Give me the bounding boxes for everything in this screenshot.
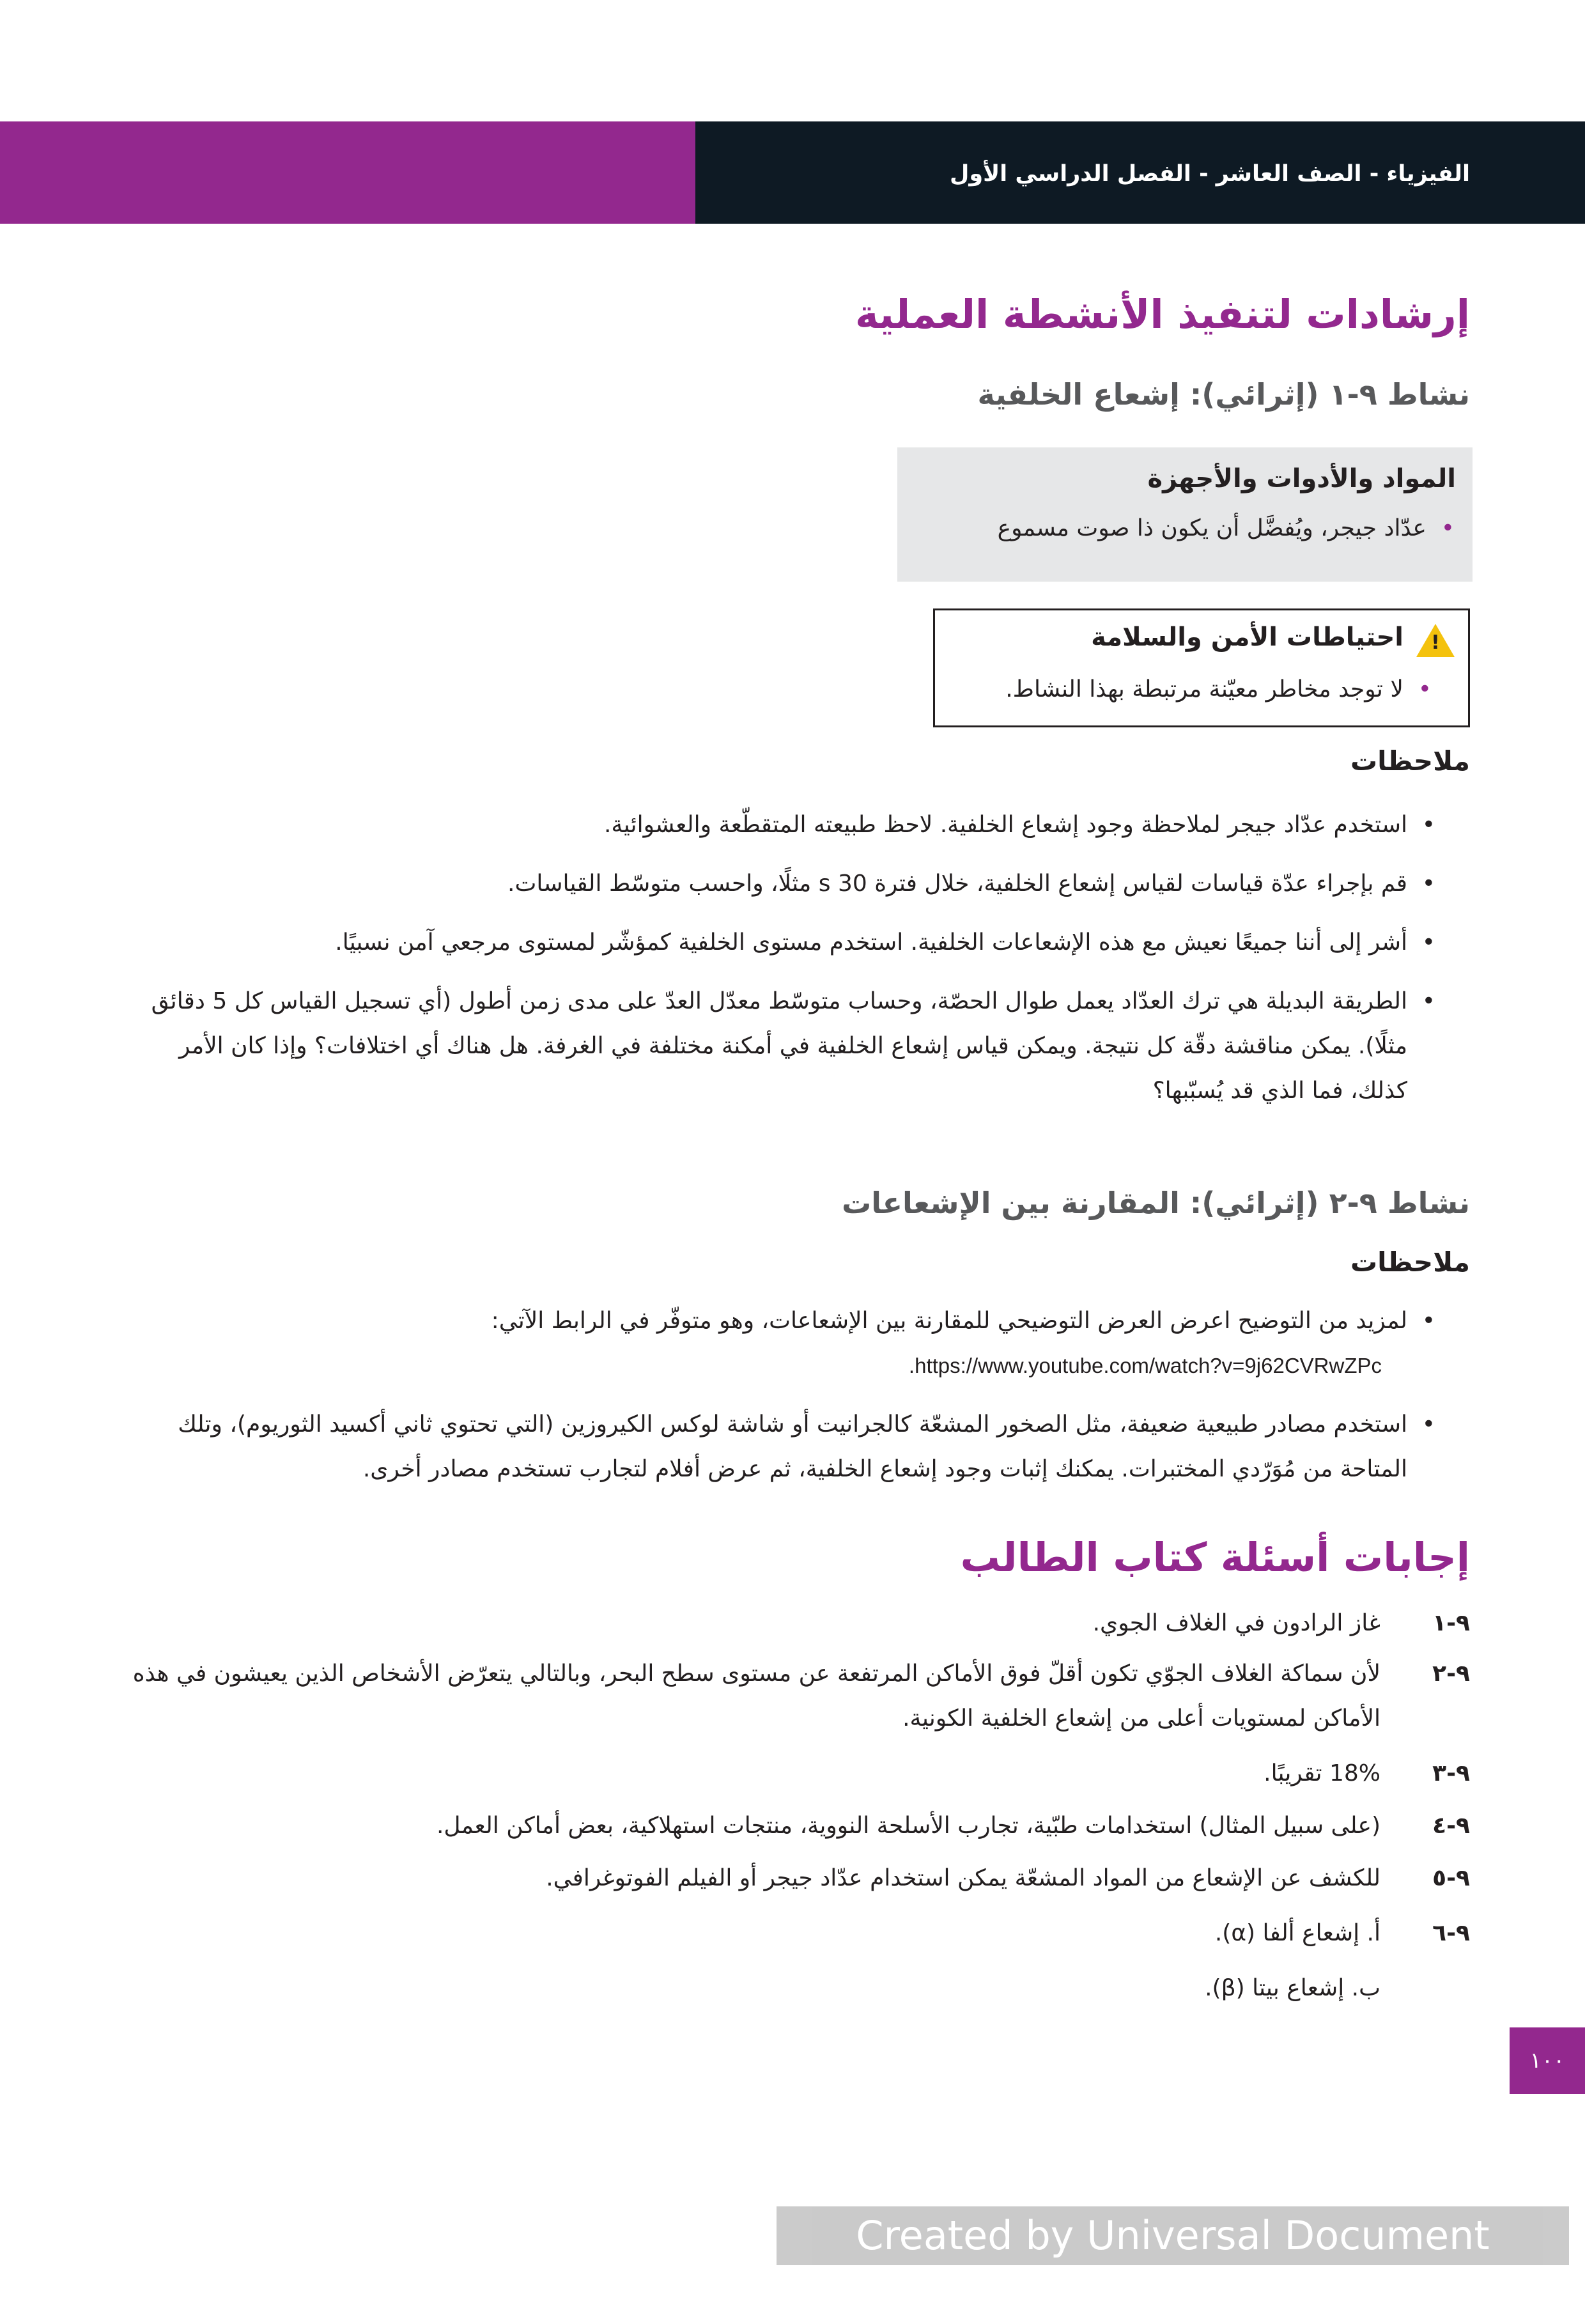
- warning-mark-icon: !: [1431, 631, 1440, 654]
- safety-item: [1005, 676, 1432, 702]
- bullet-icon: •: [1441, 515, 1455, 541]
- note-item: • استخدم مصادر طبيعية ضعيفة، مثل الصخور المشعّة كالجرانيت أو شاشة لوكس الكيروزين (التي تحتوي ثاني أكسيد الثوريوم)، وتلك المتاحة من مُوَرّدي المختبرات. يمكنك إثبات وجود إشعاع الخلفية، ثم عرض أفلام لتجارب تستخدم مصادر أخرى.: [141, 1402, 1444, 1492]
- notes-title: ملاحظات: [1350, 1246, 1470, 1278]
- answer-number: ٩-٦: [1432, 1920, 1470, 1946]
- answer-text: ب. إشعاع بيتا (β).: [1205, 1975, 1380, 2001]
- safety-title: احتياطات الأمن والسلامة: [1091, 623, 1403, 652]
- answer-item: [115, 1601, 1470, 1646]
- answer-number: ٩-٢: [1432, 1661, 1470, 1687]
- materials-title: المواد والأدوات والأجهزة: [1147, 464, 1456, 493]
- answer-item: [115, 1804, 1470, 1848]
- video-link[interactable]: .https://www.youtube.com/watch?v=9j62CVRwZPc: [908, 1354, 1382, 1377]
- materials-item: [998, 515, 1455, 541]
- materials-item-text: عدّاد جيجر، ويُفضَّل أن يكون ذا صوت مسموع: [997, 515, 1426, 541]
- header-title: الفيزياء - الصف العاشر - الفصل الدراسي الأول: [949, 161, 1470, 187]
- answer-number: ٩-٤: [1432, 1813, 1470, 1839]
- section-title: إرشادات لتنفيذ الأنشطة العملية: [854, 291, 1470, 337]
- page-number: ١٠٠: [1510, 2027, 1585, 2094]
- converter-watermark: Created by Universal Document Converter: [777, 2206, 1569, 2265]
- answer-number: ٩-١: [1432, 1610, 1470, 1636]
- note-item: • قم بإجراء عدّة قياسات لقياس إشعاع الخلفية، خلال فترة 30 s مثلًا، واحسب متوسّط القياسات.: [141, 862, 1444, 906]
- answer-text: لأن سماكة الغلاف الجوّي تكون أقلّ فوق الأماكن المرتفعة عن مستوى سطح البحر، وبالتالي يتعرّض الأشخاص الذين يعيشون في هذه الأماكن لمستويات أعلى من إشعاع الخلفية الكونية.: [132, 1661, 1380, 1731]
- answer-item: [115, 1856, 1470, 1901]
- answer-item: [115, 1911, 1470, 1956]
- activity2-notes: [141, 1299, 1444, 1506]
- answer-item: [115, 1652, 1470, 1741]
- notes-title: ملاحظات: [1350, 745, 1470, 777]
- answer-text: أ. إشعاع ألفا (α).: [1214, 1920, 1380, 1946]
- answer-item: [115, 1966, 1470, 2011]
- header-accent-band: [0, 121, 695, 224]
- note-item: • أشر إلى أننا جميعًا نعيش مع هذه الإشعاعات الخلفية. استخدم مستوى الخلفية كمؤشّر لمستوى مرجعي آمن نسبيًا.: [141, 920, 1444, 965]
- note-item: • استخدم عدّاد جيجر لملاحظة وجود إشعاع الخلفية. لاحظ طبيعته المتقطّعة والعشوائية.: [141, 803, 1444, 848]
- note-item: [141, 1299, 1444, 1388]
- safety-item-text: لا توجد مخاطر معيّنة مرتبطة بهذا النشاط.: [1005, 676, 1403, 702]
- answer-number: ٩-٣: [1432, 1760, 1470, 1786]
- answer-number: ٩-٥: [1432, 1865, 1470, 1891]
- answer-text: للكشف عن الإشعاع من المواد المشعّة يمكن استخدام عدّاد جيجر أو الفيلم الفوتوغرافي.: [546, 1865, 1380, 1891]
- activity1-title: نشاط ٩-١ (إثرائي): إشعاع الخلفية: [977, 377, 1470, 412]
- activity1-notes: [141, 803, 1444, 1127]
- note-text: لمزيد من التوضيح اعرض العرض التوضيحي للمقارنة بين الإشعاعات، وهو متوفّر في الرابط الآتي:: [491, 1308, 1407, 1334]
- answer-text: (على سبيل المثال) استخدامات طبّية، تجارب الأسلحة النووية، منتجات استهلاكية، بعض أماكن العمل.: [436, 1813, 1380, 1839]
- answers-title: إجابات أسئلة كتاب الطالب: [960, 1534, 1470, 1581]
- bullet-icon: •: [1418, 676, 1432, 702]
- answer-item: [115, 1751, 1470, 1796]
- activity2-title: نشاط ٩-٢ (إثرائي): المقارنة بين الإشعاعات: [842, 1186, 1470, 1220]
- answer-text: 18% تقريبًا.: [1264, 1760, 1380, 1786]
- answer-text: غاز الرادون في الغلاف الجوي.: [1092, 1610, 1380, 1636]
- note-item: • الطريقة البديلة هي ترك العدّاد يعمل طوال الحصّة، وحساب متوسّط معدّل العدّ على مدى زمن أطول (أي تسجيل القياس كل 5 دقائق مثلًا). يمكن مناقشة دقّة كل نتيجة. ويمكن قياس إشعاع الخلفية في أمكنة مختلفة في الغرفة. هل هناك أي اختلافات؟ وإذا كان الأمر كذلك، فما الذي قد يُسبّبها؟: [141, 979, 1444, 1113]
